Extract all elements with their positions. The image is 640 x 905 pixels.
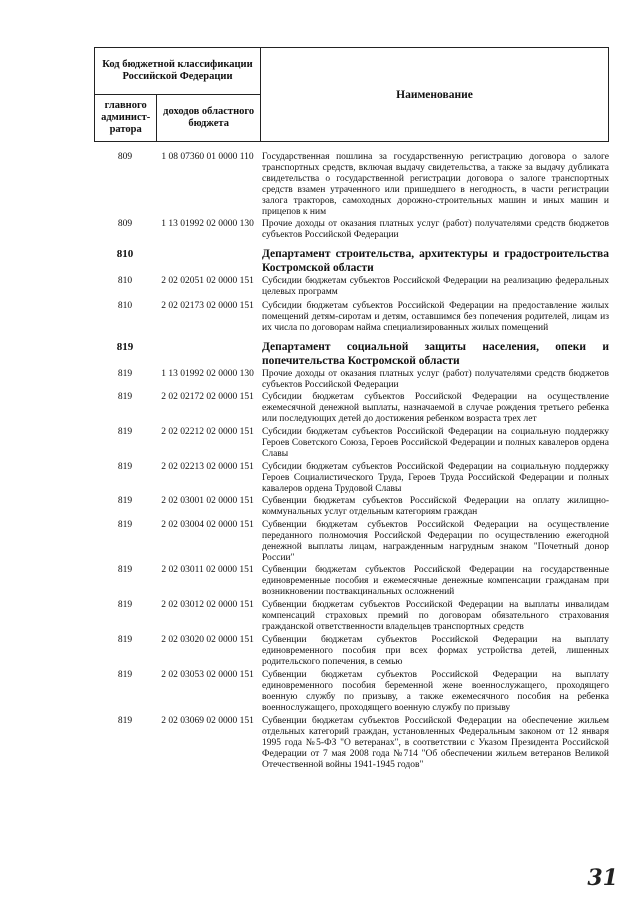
admin-code-cell: 819 — [117, 427, 133, 437]
admin-code-cell: 809 — [117, 152, 133, 162]
name-cell: Субвенции бюджетам субъектов Российской Федерации на обеспечение жильем отдельных категорий граждан, установленных Федеральным законом от 12 января 1995 года №5-ФЗ "О ветеранах", в соответствии с Указом Президента Российской Федерации от 7 мая 2008 года №714 "Об обеспечении жильем ветеранов Великой Отечественной войны 1941-1945 годов" — [262, 716, 609, 770]
name-cell: Государственная пошлина за государственную регистрацию договора о залоге транспортных средств, включая выдачу свидетельства, а также за выдачу дубликата свидетельства о государственной регистрации договора о залоге транспортных средств взамен утраченного или пришедшего в негодность, в части регистрации залога тракторов, самоходных дорожно-строительных машин и иных машин и прицепов к ним — [262, 152, 609, 217]
name-cell: Субвенции бюджетам субъектов Российской Федерации на оплату жилищно-коммунальных услуг отдельным категориям граждан — [262, 496, 609, 517]
name-cell: Субсидии бюджетам субъектов Российской Федерации на социальную поддержку Героев Социалистического Труда, Героев Труда Российской Федерации и полных кавалеров ордена Трудовой Славы — [262, 462, 609, 494]
admin-code-cell: 810 — [117, 276, 133, 286]
name-cell: Субвенции бюджетам субъектов Российской Федерации на выплаты инвалидам компенсаций страховых премий по договорам обязательного страхования гражданской ответственности владельцев транспортных средств — [262, 600, 609, 632]
table-row — [94, 635, 609, 668]
admin-code-cell: 819 — [117, 369, 133, 379]
name-column-header: Наименование — [260, 48, 608, 142]
code-group-header: Код бюджетной классификации Российской Федерации — [95, 48, 261, 95]
admin-code-cell: 819 — [117, 635, 133, 645]
income-code-cell: 2 02 02173 02 0000 151 — [161, 301, 254, 311]
admin-column-header: главного админист-ратора — [95, 95, 157, 142]
income-code-cell: 2 02 03020 02 0000 151 — [161, 635, 254, 645]
table-body — [94, 152, 609, 771]
admin-code-cell: 819 — [117, 392, 133, 402]
income-code-cell: 2 02 03012 02 0000 151 — [161, 600, 254, 610]
table-row — [94, 369, 609, 391]
income-code-cell: 2 02 03001 02 0000 151 — [161, 496, 254, 506]
department-row — [94, 340, 609, 368]
table-row — [94, 276, 609, 298]
name-cell: Субсидии бюджетам субъектов Российской Федерации на социальную поддержку Героев Советского Союза, Героев Российской Федерации и полных кавалеров ордена Славы — [262, 427, 609, 459]
name-cell: Субсидии бюджетам субъектов Российской Федерации на осуществление ежемесячной денежной выплаты, назначаемой в случае рождения третьего ребенка или последующих детей до достижения ребенком возраста трех лет — [262, 392, 609, 424]
income-code-cell: 2 02 02213 02 0000 151 — [161, 462, 254, 472]
name-cell: Департамент строительства, архитектуры и градостроительства Костромской области — [262, 248, 609, 274]
name-cell: Субвенции бюджетам субъектов Российской Федерации на выплату единовременного пособия беременной жене военнослужащего, проходящего военную службу по призыву, а также ежемесячного пособия на ребенка военнослужащего, проходящего военную службу по призыву — [262, 670, 609, 713]
admin-code-cell: 809 — [117, 219, 133, 229]
admin-code-cell: 819 — [117, 462, 133, 472]
name-cell: Субвенции бюджетам субъектов Российской Федерации на осуществление переданного полномочия Российской Федерации по осуществлению ежегодной денежной выплаты лицам, награжденным нагрудным знаком "Почетный донор России" — [262, 520, 609, 563]
table-row — [94, 600, 609, 633]
admin-code-cell: 819 — [117, 565, 133, 575]
admin-code-cell: 819 — [117, 716, 133, 726]
table-row — [94, 427, 609, 460]
table-header — [94, 47, 609, 142]
admin-code-cell: 819 — [117, 520, 133, 530]
admin-code-cell: 819 — [116, 341, 134, 353]
income-code-cell: 1 13 01992 02 0000 130 — [161, 219, 254, 229]
name-cell: Прочие доходы от оказания платных услуг (работ) получателями средств бюджетов субъектов Российской Федерации — [262, 369, 609, 390]
name-cell: Субсидии бюджетам субъектов Российской Федерации на предоставление жилых помещений детям-сиротам и детям, оставшимся без попечения родителей, лицам из их числа по договорам найма специализированных жилых помещений — [262, 301, 609, 333]
income-code-cell: 2 02 02051 02 0000 151 — [161, 276, 254, 286]
table-row — [94, 152, 609, 218]
table-row — [94, 496, 609, 518]
admin-code-cell: 810 — [117, 301, 133, 311]
name-cell: Субсидии бюджетам субъектов Российской Федерации на реализацию федеральных целевых программ — [262, 276, 609, 297]
income-column-header: доходов областного бюджета — [157, 95, 261, 142]
table-row — [94, 392, 609, 425]
income-code-cell: 2 02 03069 02 0000 151 — [161, 716, 254, 726]
admin-code-cell: 819 — [117, 600, 133, 610]
income-code-cell: 2 02 02172 02 0000 151 — [161, 392, 254, 402]
admin-code-cell: 819 — [117, 496, 133, 506]
income-code-cell: 2 02 02212 02 0000 151 — [161, 427, 254, 437]
name-cell: Департамент социальной защиты населения, опеки и попечительства Костромской области — [262, 341, 609, 367]
name-cell: Субвенции бюджетам субъектов Российской Федерации на выплату единовременного пособия при всех формах устройства детей, лишенных родительского попечения, в семью — [262, 635, 609, 667]
table-row — [94, 565, 609, 598]
table-row — [94, 301, 609, 334]
table-row — [94, 219, 609, 241]
income-code-cell: 2 02 03053 02 0000 151 — [161, 670, 254, 680]
table-row — [94, 670, 609, 714]
income-code-cell: 1 13 01992 02 0000 130 — [161, 369, 254, 379]
page-number: 31 — [587, 865, 618, 891]
income-code-cell: 2 02 03011 02 0000 151 — [161, 565, 254, 575]
admin-code-cell: 810 — [116, 248, 134, 260]
name-cell: Субвенции бюджетам субъектов Российской Федерации на государственные единовременные пособия и ежемесячные денежные компенсации гражданам при возникновении поствакцинальных осложнений — [262, 565, 609, 597]
department-row — [94, 247, 609, 275]
table-row — [94, 520, 609, 564]
table-row — [94, 462, 609, 495]
name-cell: Прочие доходы от оказания платных услуг (работ) получателями средств бюджетов субъектов Российской Федерации — [262, 219, 609, 240]
table-row — [94, 716, 609, 771]
income-code-cell: 2 02 03004 02 0000 151 — [161, 520, 254, 530]
admin-code-cell: 819 — [117, 670, 133, 680]
income-code-cell: 1 08 07360 01 0000 110 — [161, 152, 254, 162]
